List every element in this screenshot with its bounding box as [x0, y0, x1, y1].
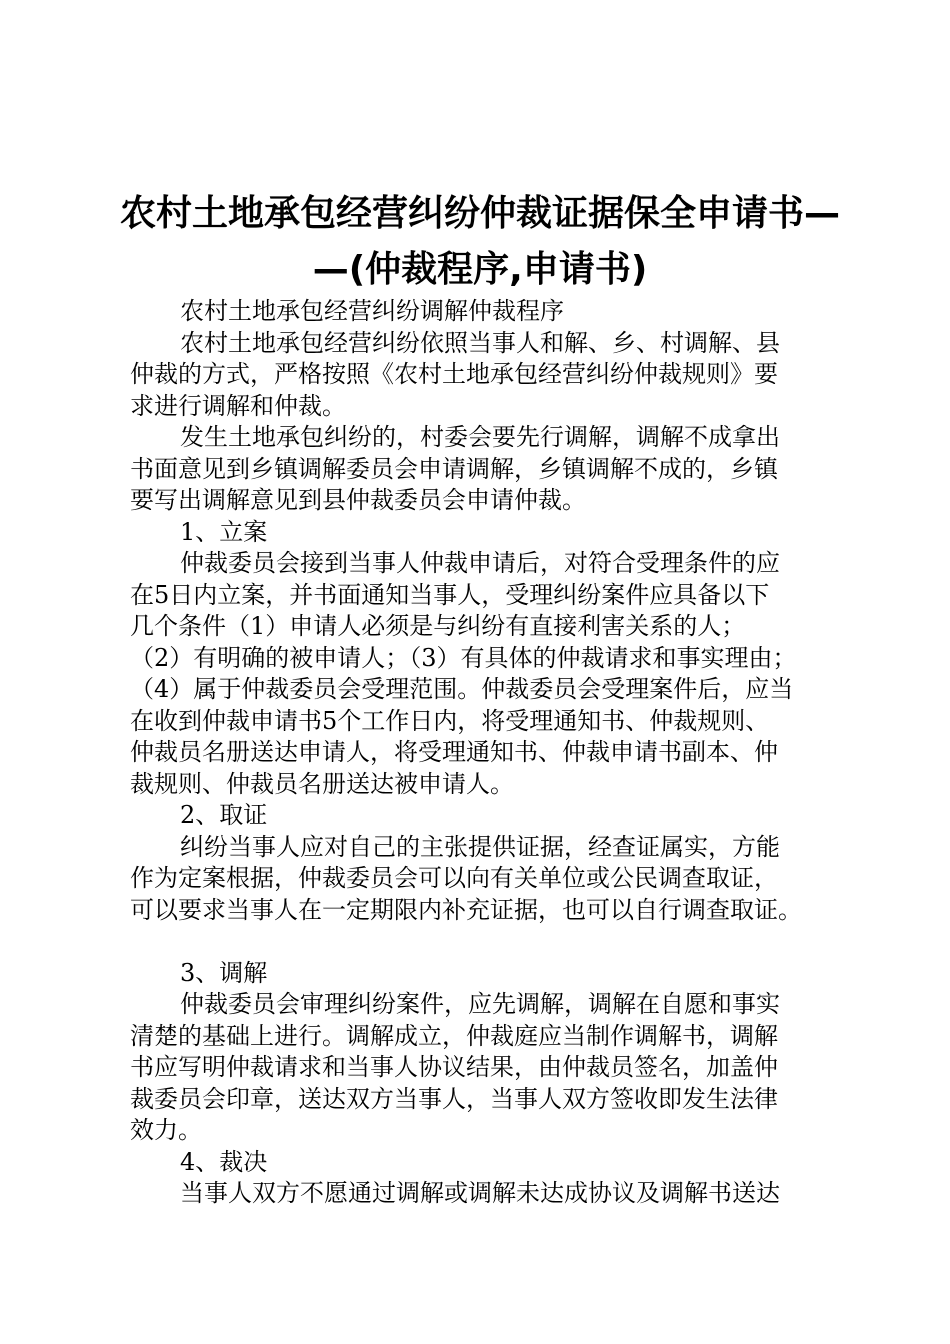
paragraph-line: 裁委员会印章，送达双方当事人，当事人双方签收即发生法律 — [130, 1084, 778, 1113]
paragraph-line: 仲裁的方式，严格按照《农村土地承包经营纠纷仲裁规则》要 — [130, 360, 778, 388]
paragraph-line: 纠纷当事人应对自己的主张提供证据，经查证属实，方能 — [180, 832, 780, 861]
paragraph-line: 裁规则、仲裁员名册送达被申请人。 — [130, 769, 514, 798]
document-body — [130, 296, 842, 1210]
title-line: 农村土地承包经营纠纷仲裁证据保全申请书— — [119, 193, 840, 234]
paragraph-line: （4）属于仲裁委员会受理范围。仲裁委员会受理案件后，应当 — [130, 675, 794, 703]
paragraph-line: 在收到仲裁申请书5个工作日内，将受理通知书、仲裁规则、 — [130, 706, 770, 735]
paragraph-line: 可以要求当事人在一定期限内补充证据，也可以自行调查取证。 — [130, 895, 802, 924]
blank-line — [130, 926, 842, 958]
paragraph-line: 作为定案根据，仲裁委员会可以向有关单位或公民调查取证， — [130, 864, 778, 892]
paragraph-line: 效力。 — [130, 1116, 202, 1144]
paragraph-line: 要写出调解意见到县仲裁委员会申请仲裁。 — [130, 486, 586, 514]
section-heading: 1、立案 — [180, 517, 268, 546]
title-line: —(仲裁程序,申请书) — [312, 249, 648, 290]
paragraph-line: 书面意见到乡镇调解委员会申请调解，乡镇调解不成的，乡镇 — [130, 454, 778, 483]
paragraph-line: 农村土地承包经营纠纷调解仲裁程序 — [180, 297, 564, 325]
section-heading: 3、调解 — [180, 958, 268, 987]
paragraph-line: 求进行调解和仲裁。 — [130, 391, 346, 420]
paragraph-line: 仲裁委员会审理纠纷案件，应先调解，调解在自愿和事实 — [180, 990, 780, 1018]
paragraph-line: 书应写明仲裁请求和当事人协议结果，由仲裁员签名，加盖仲 — [130, 1053, 778, 1081]
document-title — [110, 186, 850, 298]
paragraph-line: 清楚的基础上进行。调解成立，仲裁庭应当制作调解书，调解 — [130, 1021, 778, 1050]
paragraph-line: 几个条件（1）申请人必须是与纠纷有直接利害关系的人； — [130, 612, 746, 640]
section-heading: 2、取证 — [180, 801, 268, 829]
paragraph-line: 仲裁员名册送达申请人，将受理通知书、仲裁申请书副本、仲 — [130, 738, 778, 766]
section-heading: 4、裁决 — [180, 1147, 268, 1176]
paragraph-line: 发生土地承包纠纷的，村委会要先行调解，调解不成拿出 — [180, 423, 780, 451]
paragraph-line: 农村土地承包经营纠纷依照当事人和解、乡、村调解、县 — [180, 328, 780, 357]
paragraph-line: 在5日内立案，并书面通知当事人，受理纠纷案件应具备以下 — [130, 580, 770, 609]
paragraph-line: 仲裁委员会接到当事人仲裁申请后，对符合受理条件的应 — [180, 549, 780, 577]
paragraph-line: （2）有明确的被申请人；（3）有具体的仲裁请求和事实理由； — [130, 643, 797, 672]
paragraph-line: 当事人双方不愿通过调解或调解未达成协议及调解书送达 — [180, 1179, 780, 1207]
